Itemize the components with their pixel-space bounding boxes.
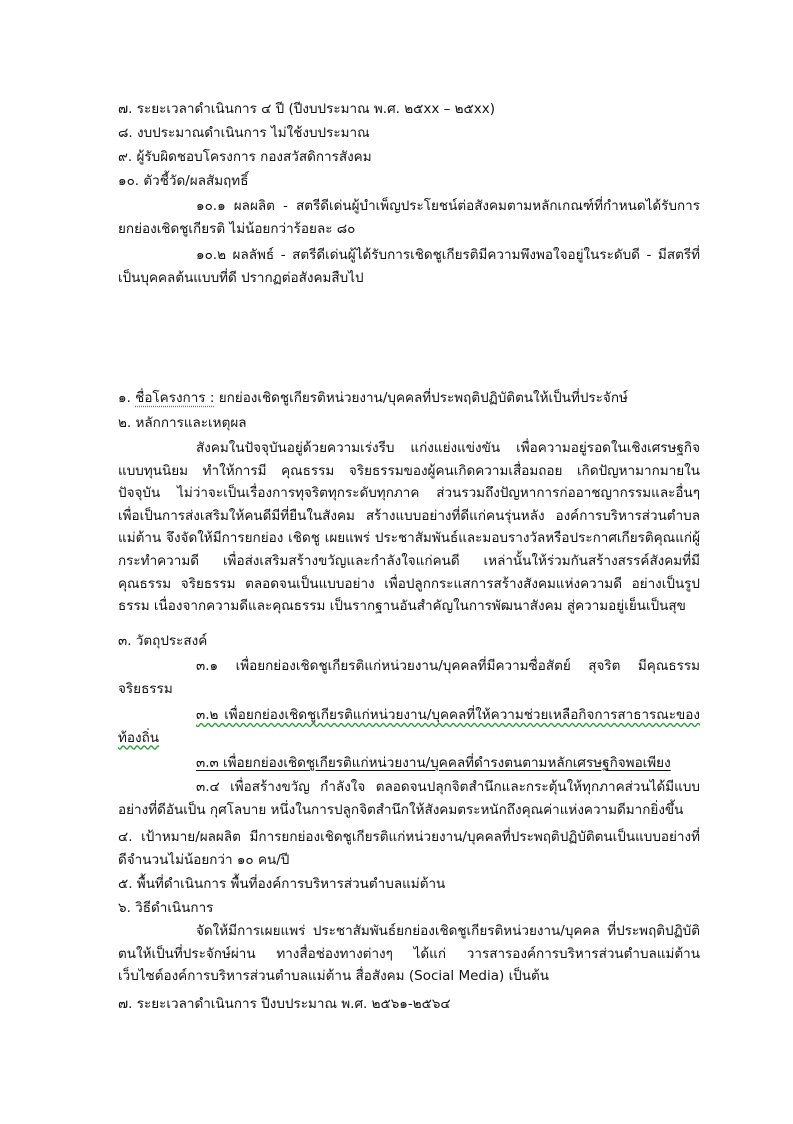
objective-3-4-text: ๓.๔ เพื่อสร้างขวัญ กำลังใจ ตลอดจนปลุกจิตสำนึกและกระตุ้นให้ทุกภาคส่วนได้มีแบบอย่างที่ดีอันเป็น กุศโลบาย หนึ่งในการปลูกจิตสำนึกให้สังคมตระหนักถึงคุณค่าแห่งความดีมากยิ่งขึ้น (118, 779, 700, 818)
duration-line: ๗. ระยะเวลาดำเนินการ ปีงบประมาณ พ.ศ. ๒๕๖๑-๒๕๖๔ (118, 996, 451, 1012)
objective-3-4 (118, 776, 700, 821)
method-heading: ๖. วิธีดำเนินการ (118, 900, 214, 916)
objective-3-3 (118, 752, 700, 775)
budget-line-prev: ๘. งบประมาณดำเนินการ ไม่ใช้งบประมาณ (118, 125, 370, 141)
objectives-heading: ๓. วัตถุประสงค์ (118, 633, 208, 649)
method-paragraph (118, 920, 700, 988)
indicator-output-paragraph (118, 195, 700, 240)
target-paragraph (118, 826, 700, 871)
project-title-text: ยกย่องเชิดชูเกียรติหน่วยงาน/บุคคลที่ประพฤติปฏิบัติตนให้เป็นที่ประจักษ์ (214, 390, 628, 406)
project-title-line (118, 387, 628, 409)
objective-3-3-text: ๓.๓ เพื่อยกย่องเชิดชูเกียรติแก่หน่วยงาน/บุคคลที่ดำรงตนตามหลักเศรษฐกิจพอเพียง (196, 755, 671, 771)
objective-3-2-text: ๓.๒ เพื่อยกย่องเชิดชูเกียรติแก่หน่วยงาน/บุคคลที่ให้ความช่วยเหลือกิจการสาธารณะของท้องถิ่น (118, 707, 700, 746)
objective-3-2 (118, 704, 700, 749)
project-title-number: ๑. (118, 390, 136, 406)
target-text: ๔. เป้าหมาย/ผลผลิต มีการยกย่องเชิดชูเกียรติแก่หน่วยงาน/บุคคลที่ประพฤติปฏิบัติตนเป็นแบบอย่างที่ดีจำนวนไม่น้อยกว่า ๑๐ คน/ปี (118, 829, 700, 868)
objective-3-1 (118, 655, 700, 700)
indicator-outcome-paragraph (118, 244, 700, 289)
area-line: ๕. พื้นที่ดำเนินการ พื้นที่องค์การบริหารส่วนตำบลแม่ต้าน (118, 876, 446, 892)
duration-line-prev: ๗. ระยะเวลาดำเนินการ ๔ ปี (ปีงบประมาณ พ.ศ. ๒๕xx – ๒๕xx) (118, 101, 496, 117)
indicator-outcome-text: ๑๐.๒ ผลลัพธ์ - สตรีดีเด่นผู้ได้รับการเชิดชูเกียรติมีความพึงพอใจอยู่ในระดับดี - มีสตรีที่เป็นบุคคลต้นแบบที่ดี ปรากฏต่อสังคมสืบไป (118, 247, 700, 286)
indicator-output-text: ๑๐.๑ ผลผลิต - สตรีดีเด่นผู้บำเพ็ญประโยชน์ต่อสังคมตามหลักเกณฑ์ที่กำหนดได้รับการยกย่องเชิดชูเกียรติ ไม่น้อยกว่าร้อยละ ๘๐ (118, 198, 700, 237)
project-title-label: ชื่อโครงการ : (135, 390, 215, 406)
method-text: จัดให้มีการเผยแพร่ ประชาสัมพันธ์ยกย่องเชิดชูเกียรติหน่วยงาน/บุคคล ที่ประพฤติปฏิบัติตนให้เป็นที่ประจักษ์ผ่าน ทางสื่อช่องทางต่างๆ ได้แก่ วารสารองค์การบริหารส่วนตำบลแม่ต้าน เว็บไซต์องค์การบริหารส่วนตำบลแม่ต้าน สื่อสังคม (Social Media) เป็นต้น (118, 923, 700, 985)
rationale-paragraph (118, 437, 700, 618)
responsible-line-prev: ๙. ผู้รับผิดชอบโครงการ กองสวัสดิการสังคม (118, 149, 372, 165)
indicators-heading-prev: ๑๐. ตัวชี้วัด/ผลสัมฤทธิ์ (118, 173, 249, 189)
objective-3-1-text: ๓.๑ เพื่อยกย่องเชิดชูเกียรติแก่หน่วยงาน/บุคคลที่มีความซื่อสัตย์ สุจริต มีคุณธรรมจริยธรรม (118, 658, 700, 697)
rationale-text: สังคมในปัจจุบันอยู่ด้วยความเร่งรีบ แก่งแย่งแข่งขัน เพื่อความอยู่รอดในเชิงเศรษฐกิจแบบทุนนิยม ทำให้การมี คุณธรรม จริยธรรมของผู้คนเกิดความเสื่อมถอย เกิดปัญหามากมายในปัจจุบัน ไม่ว่าจะเป็นเรื่องการทุจริตทุกระดับทุกภาค ส่วนรวมถึงปัญหาการก่ออาชญากรรมและอื่นๆ เพื่อเป็นการส่งเสริมให้คนดีมีที่ยืนในสังคม สร้างแบบอย่างที่ดีแก่คนรุ่นหลัง องค์การบริหารส่วนตำบลแม่ต้าน จึงจัดให้มีการยกย่อง เชิดชู เผยแพร่ ประชาสัมพันธ์และมอบรางวัลหรือประกาศเกียรติคุณแก่ผู้กระทำความดี เพื่อส่งเสริมสร้างขวัญและกำลังใจแก่คนดี เหล่านั้นให้ร่วมกันสร้างสรรค์สังคมที่มีคุณธรรม จริยธรรม ตลอดจนเป็นแบบอย่าง เพื่อปลูกกระแสการสร้างสังคมแห่งความดี อย่างเป็นรูปธรรม เนื่องจากความดีและคุณธรรม เป็นรากฐานอันสำคัญในการพัฒนาสังคม สู่ความอยู่เย็นเป็นสุข (118, 440, 700, 615)
rationale-heading: ๒. หลักการและเหตุผล (118, 415, 247, 431)
